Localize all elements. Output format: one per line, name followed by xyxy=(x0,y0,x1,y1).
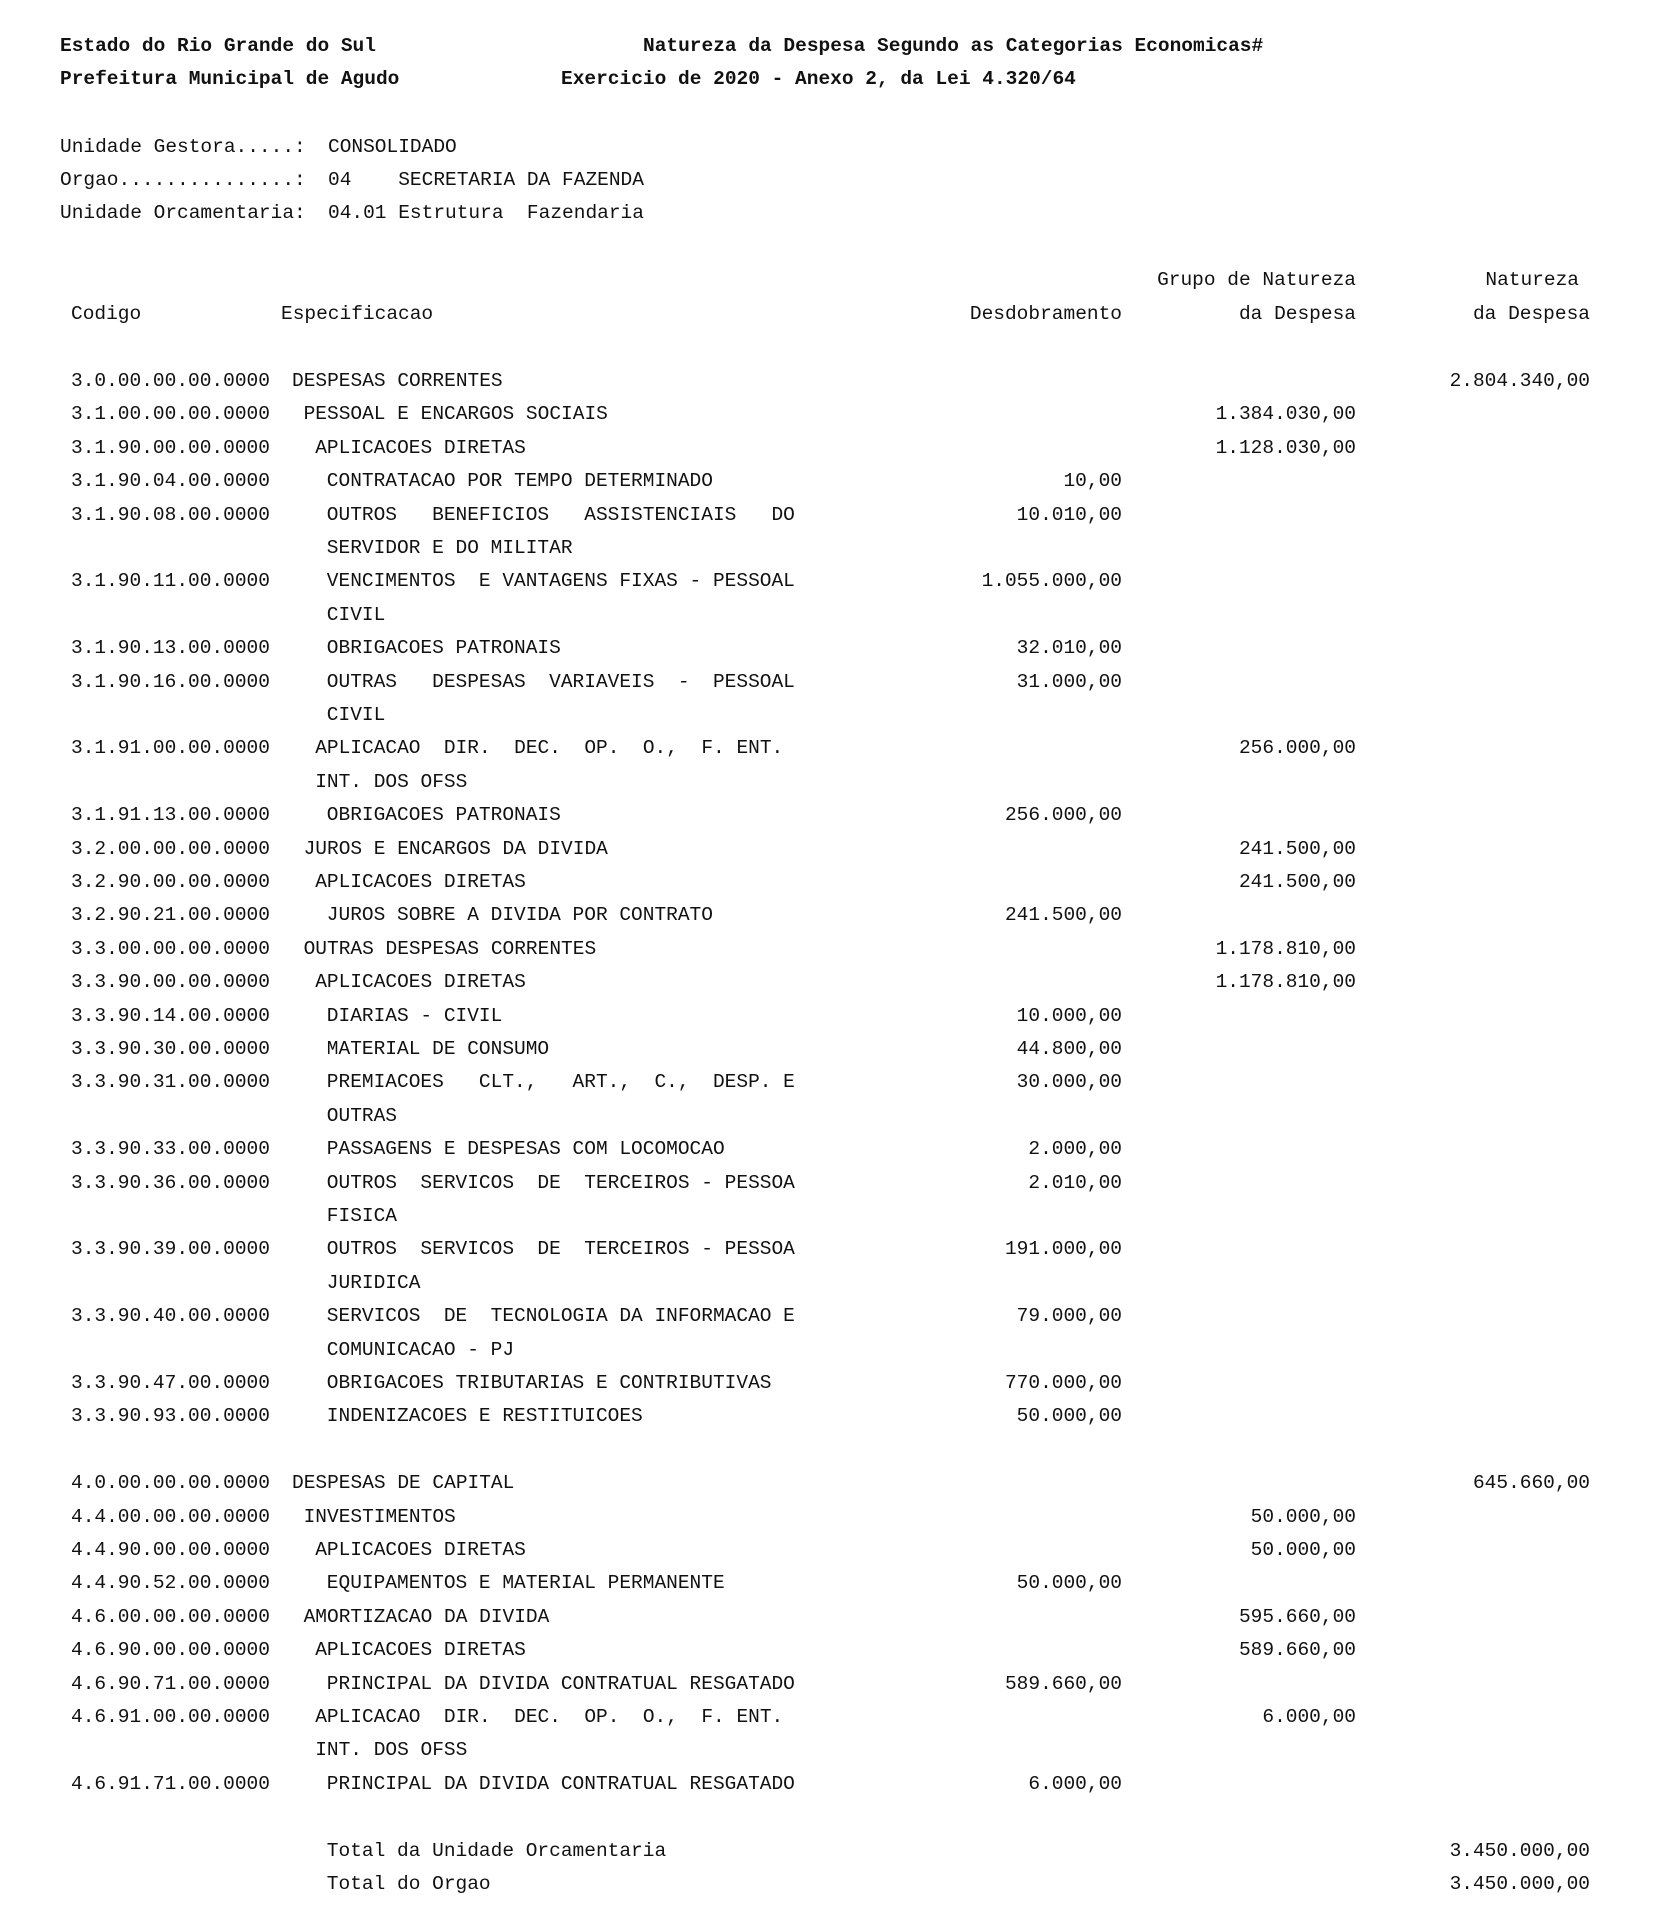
row-code: 4.6.00.00.00.0000 xyxy=(71,1605,270,1628)
row-code: 3.1.91.13.00.0000 xyxy=(71,804,270,827)
row-desdobramento: 10,00 xyxy=(1063,470,1122,493)
row-code: 4.0.00.00.00.0000 xyxy=(71,1472,270,1495)
row-description: JUROS SOBRE A DIVIDA POR CONTRATO xyxy=(326,904,713,927)
info-value-orgao: 04 SECRETARIA DA FAZENDA xyxy=(328,169,644,191)
row-description: CIVIL xyxy=(326,704,386,726)
row-natureza: 645.660,00 xyxy=(1472,1472,1590,1495)
row-desdobramento: 50.000,00 xyxy=(1016,1572,1122,1595)
row-description: SERVIDOR E DO MILITAR xyxy=(326,537,573,559)
row-desdobramento: 589.660,00 xyxy=(1004,1672,1122,1695)
row-description: JURIDICA xyxy=(326,1271,421,1294)
row-grupo-natureza: 1.128.030,00 xyxy=(1215,436,1356,459)
row-description: APLICACAO DIR. DEC. OP. O., F. ENT. xyxy=(315,737,784,760)
row-code: 3.1.91.00.00.0000 xyxy=(71,737,270,760)
col-header-desdobramento: Desdobramento xyxy=(969,303,1122,325)
row-code: 3.0.00.00.00.0000 xyxy=(71,370,270,392)
row-description: APLICACOES DIRETAS xyxy=(315,436,526,459)
col-header-natureza-line1: Natureza xyxy=(1485,269,1579,291)
total-label: Total do Orgao xyxy=(326,1873,491,1895)
row-description: PRINCIPAL DA DIVIDA CONTRATUAL RESGATADO xyxy=(326,1672,795,1695)
row-description: COMUNICACAO - PJ xyxy=(326,1338,515,1361)
row-code: 4.4.90.00.00.0000 xyxy=(71,1539,270,1561)
row-code: 3.1.90.13.00.0000 xyxy=(71,637,270,660)
row-code: 4.4.90.52.00.0000 xyxy=(71,1572,270,1595)
row-description: OBRIGACOES PATRONAIS xyxy=(326,637,561,660)
col-header-codigo: Codigo xyxy=(71,303,142,325)
row-description: OUTRAS xyxy=(326,1104,398,1127)
row-code: 3.1.00.00.00.0000 xyxy=(71,403,270,426)
row-description: INVESTIMENTOS xyxy=(303,1505,456,1528)
row-desdobramento: 256.000,00 xyxy=(1004,804,1122,827)
row-desdobramento: 6.000,00 xyxy=(1028,1772,1122,1795)
row-desdobramento: 2.010,00 xyxy=(1028,1171,1122,1194)
row-code: 4.6.90.71.00.0000 xyxy=(71,1672,270,1695)
row-description: OUTROS BENEFICIOS ASSISTENCIAIS DO xyxy=(326,503,795,526)
row-grupo-natureza: 1.178.810,00 xyxy=(1215,971,1356,994)
row-code: 3.1.90.08.00.0000 xyxy=(71,503,270,526)
row-code: 4.4.00.00.00.0000 xyxy=(71,1505,270,1528)
row-code: 3.3.00.00.00.0000 xyxy=(71,937,270,960)
row-description: MATERIAL DE CONSUMO xyxy=(326,1038,550,1060)
row-description: SERVICOS DE TECNOLOGIA DA INFORMACAO E xyxy=(326,1305,795,1328)
row-code: 3.3.90.31.00.0000 xyxy=(71,1071,270,1094)
row-code: 3.3.90.39.00.0000 xyxy=(71,1238,270,1261)
row-desdobramento: 1.055.000,00 xyxy=(981,570,1122,593)
row-code: 4.6.90.00.00.0000 xyxy=(71,1639,270,1662)
row-description: OBRIGACOES TRIBUTARIAS E CONTRIBUTIVAS xyxy=(326,1372,772,1394)
row-code: 4.6.91.71.00.0000 xyxy=(71,1772,270,1795)
row-code: 3.3.90.40.00.0000 xyxy=(71,1305,270,1328)
col-header-grupo-line1: Grupo de Natureza xyxy=(1157,269,1356,291)
total-label: Total da Unidade Orcamentaria xyxy=(326,1839,667,1862)
row-description: APLICACAO DIR. DEC. OP. O., F. ENT. xyxy=(315,1706,784,1728)
row-code: 3.1.90.04.00.0000 xyxy=(71,470,270,493)
info-value-unidade-orcamentaria: 04.01 Estrutura Fazendaria xyxy=(328,202,644,224)
row-desdobramento: 44.800,00 xyxy=(1016,1038,1122,1060)
row-code: 3.3.90.93.00.0000 xyxy=(71,1405,270,1428)
row-description: FISICA xyxy=(326,1205,398,1227)
row-description: PESSOAL E ENCARGOS SOCIAIS xyxy=(303,403,608,426)
row-desdobramento: 79.000,00 xyxy=(1016,1305,1122,1328)
row-description: APLICACOES DIRETAS xyxy=(315,871,526,893)
row-description: OUTROS SERVICOS DE TERCEIROS - PESSOA xyxy=(326,1238,795,1261)
row-description: OUTRAS DESPESAS CORRENTES xyxy=(303,937,597,960)
row-code: 3.2.90.00.00.0000 xyxy=(71,871,270,893)
info-label-unidade-orcamentaria: Unidade Orcamentaria: xyxy=(60,202,306,224)
row-description: INT. DOS OFSS xyxy=(315,770,468,793)
row-description: CONTRATACAO POR TEMPO DETERMINADO xyxy=(326,470,713,493)
row-code: 3.3.90.36.00.0000 xyxy=(71,1171,270,1194)
row-code: 4.6.91.00.00.0000 xyxy=(71,1706,270,1728)
row-description: APLICACOES DIRETAS xyxy=(315,1539,526,1561)
row-grupo-natureza: 589.660,00 xyxy=(1238,1639,1356,1662)
info-label-orgao: Orgao...............: xyxy=(60,169,306,191)
row-description: INT. DOS OFSS xyxy=(315,1739,468,1762)
row-description: APLICACOES DIRETAS xyxy=(315,971,526,994)
row-description: OBRIGACOES PATRONAIS xyxy=(326,804,561,827)
total-value: 3.450.000,00 xyxy=(1449,1873,1590,1895)
row-description: DESPESAS DE CAPITAL xyxy=(292,1472,515,1495)
row-grupo-natureza: 256.000,00 xyxy=(1238,737,1356,760)
row-grupo-natureza: 6.000,00 xyxy=(1262,1706,1356,1728)
row-description: OUTROS SERVICOS DE TERCEIROS - PESSOA xyxy=(326,1171,795,1194)
row-desdobramento: 30.000,00 xyxy=(1016,1071,1122,1094)
row-code: 3.2.90.21.00.0000 xyxy=(71,904,270,927)
row-desdobramento: 10.010,00 xyxy=(1016,503,1122,526)
header-city: Prefeitura Municipal de Agudo xyxy=(60,68,400,90)
row-code: 3.2.00.00.00.0000 xyxy=(71,837,270,860)
row-desdobramento: 770.000,00 xyxy=(1004,1372,1122,1394)
col-header-grupo-line2: da Despesa xyxy=(1238,303,1356,325)
row-description: OUTRAS DESPESAS VARIAVEIS - PESSOAL xyxy=(326,670,795,693)
row-description: VENCIMENTOS E VANTAGENS FIXAS - PESSOAL xyxy=(326,570,795,593)
row-desdobramento: 10.000,00 xyxy=(1016,1004,1122,1027)
report-title: Natureza da Despesa Segundo as Categorias Economicas# xyxy=(643,35,1264,57)
row-desdobramento: 2.000,00 xyxy=(1028,1138,1122,1161)
row-description: APLICACOES DIRETAS xyxy=(315,1639,526,1662)
row-description: AMORTIZACAO DA DIVIDA xyxy=(303,1605,550,1628)
row-code: 3.3.90.00.00.0000 xyxy=(71,971,270,994)
row-code: 3.1.90.16.00.0000 xyxy=(71,670,270,693)
row-description: JUROS E ENCARGOS DA DIVIDA xyxy=(303,837,608,860)
row-description: EQUIPAMENTOS E MATERIAL PERMANENTE xyxy=(326,1572,725,1595)
row-natureza: 2.804.340,00 xyxy=(1449,370,1590,392)
row-desdobramento: 31.000,00 xyxy=(1016,670,1122,693)
row-grupo-natureza: 50.000,00 xyxy=(1250,1539,1356,1561)
row-description: DIARIAS - CIVIL xyxy=(326,1004,503,1027)
row-description: PREMIACOES CLT., ART., C., DESP. E xyxy=(326,1071,795,1094)
row-grupo-natureza: 1.384.030,00 xyxy=(1215,403,1356,426)
row-code: 3.3.90.33.00.0000 xyxy=(71,1138,270,1161)
info-label-unidade-gestora: Unidade Gestora.....: xyxy=(60,136,306,158)
col-header-especificacao: Especificacao xyxy=(281,303,434,325)
row-desdobramento: 241.500,00 xyxy=(1004,904,1122,927)
row-description: DESPESAS CORRENTES xyxy=(292,370,503,392)
row-description: PASSAGENS E DESPESAS COM LOCOMOCAO xyxy=(326,1138,725,1161)
row-grupo-natureza: 1.178.810,00 xyxy=(1215,937,1356,960)
col-header-natureza-line2: da Despesa xyxy=(1472,303,1590,325)
row-description: PRINCIPAL DA DIVIDA CONTRATUAL RESGATADO xyxy=(326,1772,795,1795)
row-code: 3.3.90.14.00.0000 xyxy=(71,1004,270,1027)
row-code: 3.1.90.00.00.0000 xyxy=(71,436,270,459)
row-grupo-natureza: 241.500,00 xyxy=(1238,871,1356,893)
row-code: 3.3.90.30.00.0000 xyxy=(71,1038,270,1060)
row-grupo-natureza: 50.000,00 xyxy=(1250,1505,1356,1528)
report-subtitle: Exercicio de 2020 - Anexo 2, da Lei 4.320/64 xyxy=(561,68,1076,90)
row-desdobramento: 191.000,00 xyxy=(1004,1238,1122,1261)
row-description: CIVIL xyxy=(326,603,386,626)
row-grupo-natureza: 241.500,00 xyxy=(1238,837,1356,860)
row-code: 3.3.90.47.00.0000 xyxy=(71,1372,270,1394)
row-desdobramento: 50.000,00 xyxy=(1016,1405,1122,1428)
row-grupo-natureza: 595.660,00 xyxy=(1238,1605,1356,1628)
total-value: 3.450.000,00 xyxy=(1449,1839,1590,1862)
info-value-unidade-gestora: CONSOLIDADO xyxy=(328,136,457,158)
row-desdobramento: 32.010,00 xyxy=(1016,637,1122,660)
row-description: INDENIZACOES E RESTITUICOES xyxy=(326,1405,643,1428)
row-code: 3.1.90.11.00.0000 xyxy=(71,570,270,593)
header-state: Estado do Rio Grande do Sul xyxy=(60,35,376,57)
